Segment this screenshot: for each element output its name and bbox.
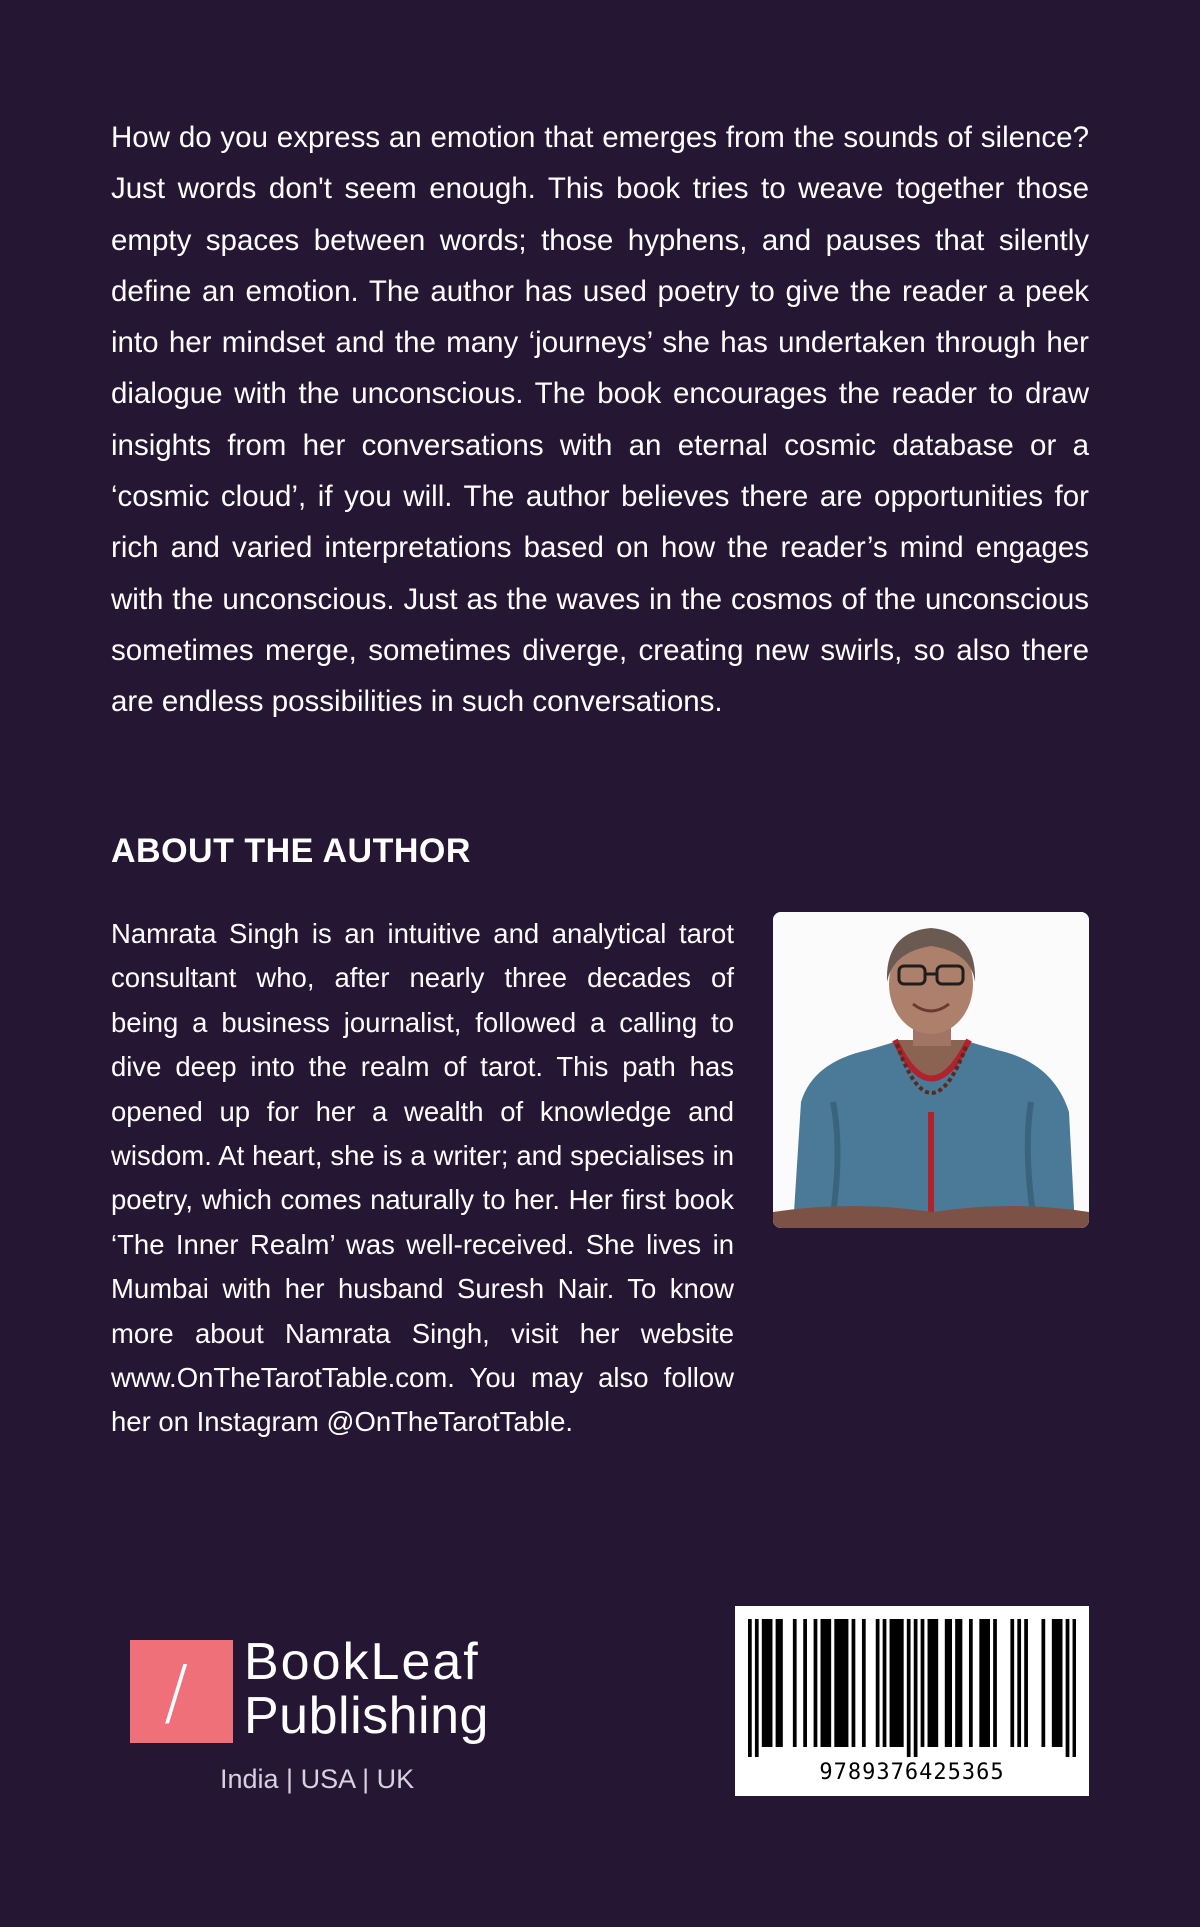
barcode-bar <box>755 1619 759 1757</box>
barcode-bar <box>776 1619 780 1747</box>
barcode-bar <box>876 1619 880 1747</box>
barcode-bar <box>841 1619 845 1747</box>
barcode-bar <box>838 1619 842 1747</box>
logo-square-icon <box>130 1640 233 1743</box>
author-bio: Namrata Singh is an intuitive and analytical tarot consultant who, after nearly three decades of being a business journalist, followed a calling to dive deep into the realm of tarot. This path has opened up for her a wealth of knowledge and wisdom. At heart, she is a writer; and specialises in poetry, which comes naturally to her. Her first book ‘The Inner Realm’ was well-received. She lives in Mumbai with her husband Suresh Nair. To know more about Namrata Singh, visit her website www.OnTheTarotTable.com. You may also follow her on Instagram @OnTheTarotTable. <box>111 918 734 1438</box>
barcode-bar <box>827 1619 831 1747</box>
barcode-bar <box>779 1619 783 1747</box>
barcode-bar <box>824 1619 828 1747</box>
barcode-bar <box>862 1619 866 1747</box>
barcode-bar <box>969 1619 973 1747</box>
publisher-regions: India | USA | UK <box>220 1764 415 1794</box>
book-blurb: How do you express an emotion that emerges from the sounds of silence? Just words don't seem enough. This book tries to weave together those empty spaces between words; those hyphens, and pauses that silently define an emotion. The author has used poetry to give the reader a peek into her mindset and the many ‘journeys’ she has undertaken through her dialogue with the unconscious. The book encourages the reader to draw insights from her conversations with an eternal cosmic database or a ‘cosmic cloud’, if you will. The author believes there are opportunities for rich and varied interpretations based on how the reader’s mind engages with the unconscious. Just as the waves in the cosmos of the unconscious sometimes merge, sometimes diverge, creating new swirls, so also there are endless possibilities in such conversations. <box>111 121 1089 719</box>
barcode-bar <box>921 1619 925 1747</box>
barcode-bar <box>955 1619 959 1747</box>
barcode-bar <box>1052 1619 1056 1747</box>
barcode-bar <box>845 1619 849 1747</box>
barcode-bar <box>893 1619 897 1747</box>
barcode-bar <box>934 1619 938 1747</box>
isbn-barcode <box>735 1606 1089 1796</box>
author-photo <box>773 912 1089 1228</box>
barcode-bar <box>948 1619 952 1747</box>
barcode-bar <box>803 1619 807 1747</box>
about-author-heading: ABOUT THE AUTHOR <box>111 832 471 870</box>
barcode-bar <box>1066 1619 1070 1757</box>
barcode-bar <box>793 1619 797 1747</box>
logo-name-line1: BookLeaf <box>244 1633 480 1691</box>
barcode-bar <box>907 1619 911 1757</box>
barcode-bar <box>1041 1619 1045 1747</box>
barcode-bar <box>769 1619 773 1747</box>
bookleaf-logo <box>130 1633 510 1808</box>
isbn-number: 9789376425365 <box>819 1760 1005 1785</box>
barcode-bar <box>945 1619 949 1747</box>
barcode-bar <box>1010 1619 1014 1747</box>
barcode-bar <box>762 1619 766 1747</box>
barcode-bar <box>928 1619 932 1747</box>
barcode-bar <box>983 1619 987 1747</box>
barcode-bar <box>1055 1619 1059 1747</box>
barcode-bar <box>821 1619 825 1747</box>
logo-name-line2: Publishing <box>244 1687 489 1745</box>
barcode-bar <box>1073 1619 1076 1757</box>
barcode-bar <box>852 1619 856 1747</box>
barcode-bar <box>814 1619 818 1747</box>
barcode-bars <box>748 1619 1076 1757</box>
barcode-bar <box>748 1619 752 1757</box>
barcode-bar <box>765 1619 769 1747</box>
barcode-bar <box>1017 1619 1021 1747</box>
barcode-bar <box>1059 1619 1063 1747</box>
barcode-bar <box>993 1619 997 1747</box>
barcode-bar <box>834 1619 838 1747</box>
barcode-bar <box>986 1619 990 1747</box>
barcode-bar <box>900 1619 904 1747</box>
barcode-bar <box>914 1619 918 1757</box>
barcode-bar <box>883 1619 887 1747</box>
barcode-bar <box>959 1619 963 1747</box>
barcode-bar <box>979 1619 983 1747</box>
logo-slash: / <box>164 1650 189 1734</box>
barcode-bar <box>1024 1619 1028 1747</box>
barcode-bar <box>896 1619 900 1747</box>
barcode-bar <box>931 1619 935 1747</box>
barcode-bar <box>890 1619 894 1747</box>
